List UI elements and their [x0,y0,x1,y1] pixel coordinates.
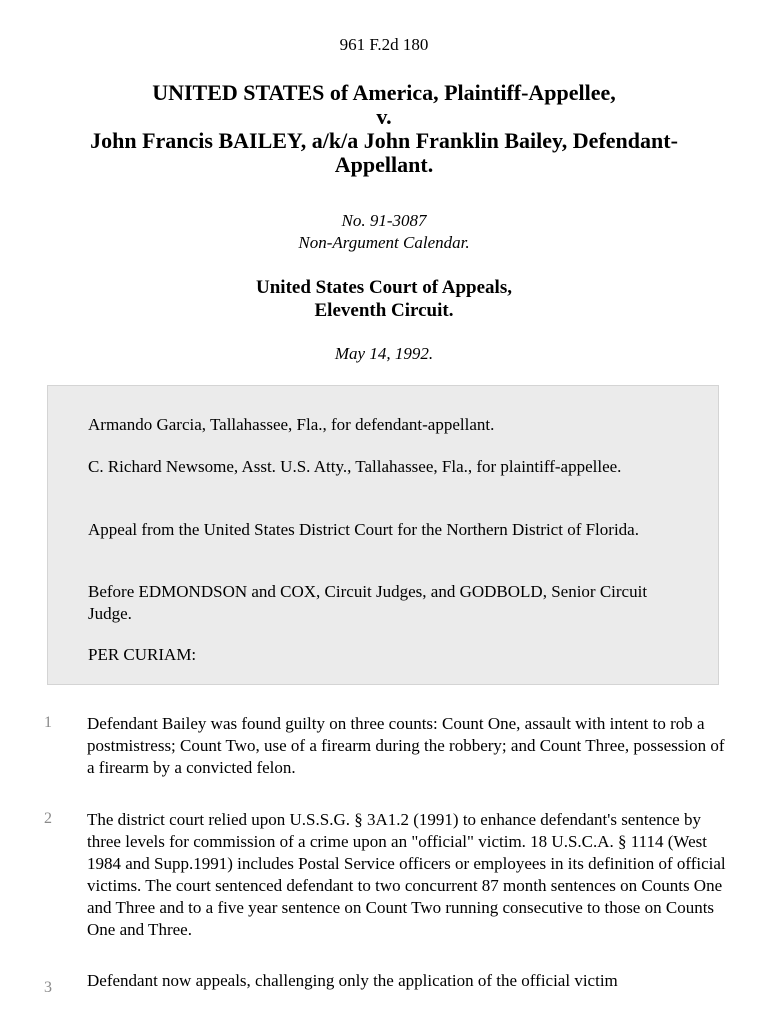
counsel-panel [47,385,719,685]
paragraph-number: 2 [44,810,52,827]
paragraph-number: 3 [44,979,52,996]
calendar-type: Non-Argument Calendar. [298,233,470,252]
court-name-line1: United States Court of Appeals, [256,277,512,298]
caption-defendant: John Francis BAILEY, a/k/a John Franklin Bailey, Defendant- [90,128,678,153]
caption-versus: v. [376,104,392,129]
case-caption [20,81,748,177]
court-name [0,276,768,322]
docket-number: No. 91-3087 [341,211,427,230]
paragraph-number: 1 [44,714,52,731]
case-citation: 961 F.2d 180 [339,35,429,54]
plaintiff-counsel: C. Richard Newsome, Asst. U.S. Atty., Tallahassee, Fla., for plaintiff-appellee. [88,457,622,476]
appeal-origin: Appeal from the United States District Court for the Northern District of Florida. [88,520,639,539]
court-name-line2: Eleventh Circuit. [314,300,454,321]
judges-panel: Before EDMONDSON and COX, Circuit Judges, and GODBOLD, Senior Circuit Judge. [88,582,648,623]
per-curiam-label: PER CURIAM: [88,645,197,664]
decision-date: May 14, 1992. [334,344,434,363]
opinion-paragraph: Defendant now appeals, challenging only the application of the official victim [87,971,618,990]
caption-plaintiff: UNITED STATES of America, Plaintiff-Appellee, [152,80,616,105]
opinion-paragraph: Defendant Bailey was found guilty on three counts: Count One, assault with intent to rob a postmistress; Count Two, use of a firearm during the robbery; and Count Three, possession of a firearm by a convicted felon. [87,714,725,777]
caption-defendant-cont: Appellant. [334,152,434,177]
docket-info [0,210,768,254]
defendant-counsel: Armando Garcia, Tallahassee, Fla., for defendant-appellant. [88,415,495,434]
opinion-paragraph: The district court relied upon U.S.S.G. § 3A1.2 (1991) to enhance defendant's sentence by three levels for commission of a crime upon an "official" victim. 18 U.S.C.A. § 1114 (West 1984 and Supp.1991) includes Postal Service officers or employees in its definition of official victims. The court sentenced defendant to two concurrent 87 month sentences on Counts One and Three and to a five year sentence on Count Two running consecutive to those on Counts One and Three. [87,810,726,939]
